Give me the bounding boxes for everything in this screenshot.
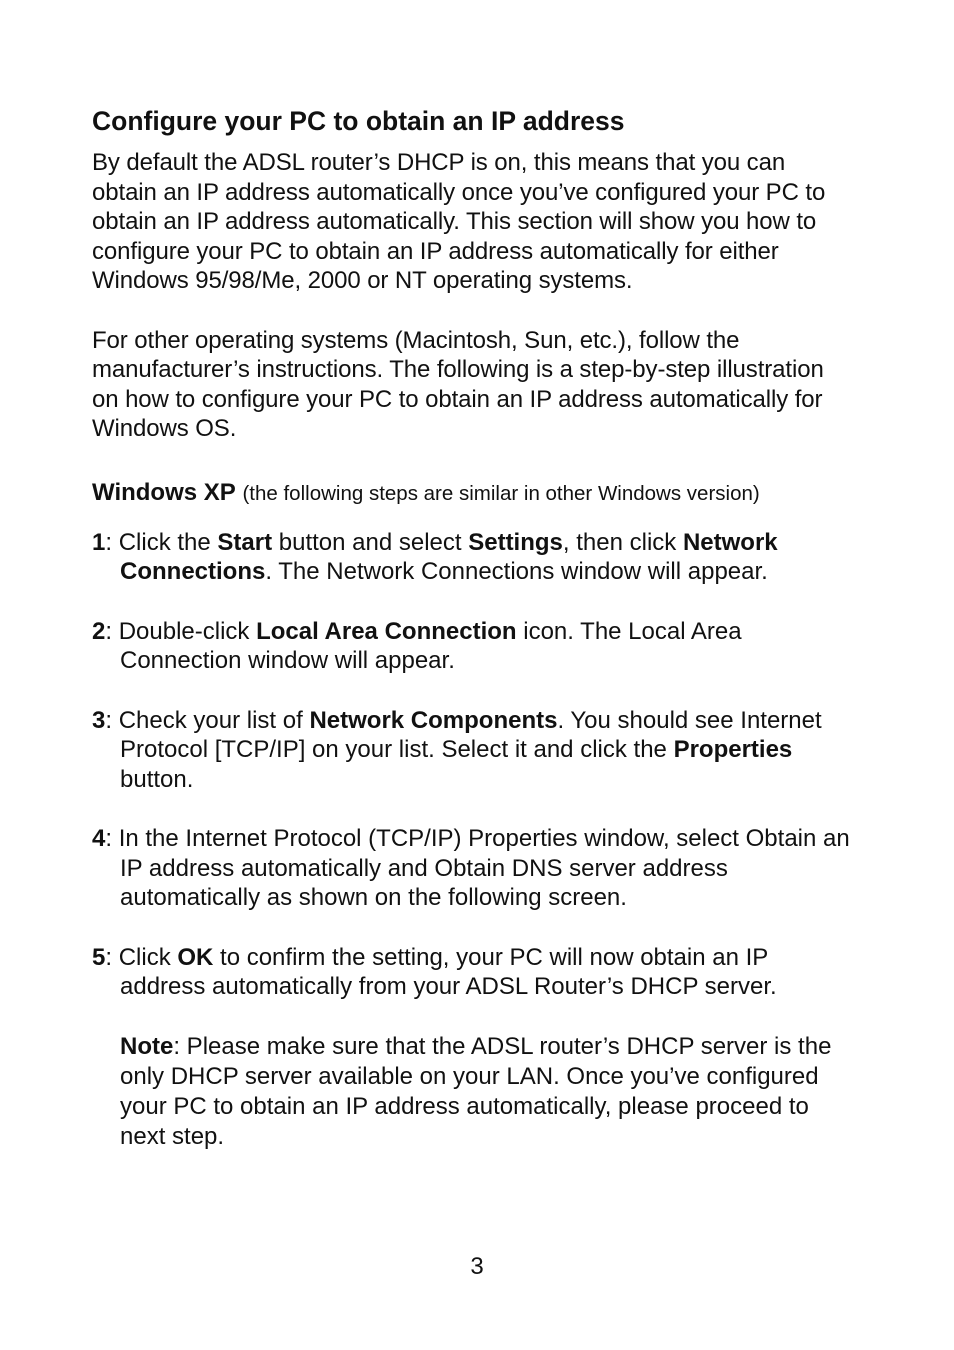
step-text: : In the Internet Protocol (TCP/IP) Properties window, select Obtain an IP address automatically and Obtain DNS server address automatically as shown on the following screen.: [105, 825, 850, 911]
step-text: . The Network Connections window will appear.: [265, 558, 768, 585]
os-section-heading: [92, 478, 852, 508]
step-text: to confirm the setting, your PC will now obtain an IP address automatically from your ADSL Router’s DHCP server.: [120, 943, 777, 1000]
step-emphasis: Start: [217, 528, 273, 556]
step-text: button and select: [272, 528, 469, 556]
step-text: icon. The Local Area Connection window will appear.: [120, 617, 742, 674]
step-text: , then click: [562, 528, 683, 556]
step-number: 5: [92, 943, 106, 971]
spacer: [92, 1002, 852, 1032]
note-label: Note: [120, 1032, 174, 1060]
step-item: [92, 824, 852, 913]
note-block: [92, 1032, 852, 1152]
step-emphasis: Properties: [673, 736, 793, 763]
step-text: : Click: [105, 943, 178, 971]
steps-list: [92, 528, 852, 1002]
os-section-note: (the following steps are similar in other Windows version): [242, 481, 760, 505]
page-title: Configure your PC to obtain an IP address: [92, 106, 625, 136]
step-text: . You should see Internet Protocol [TCP/IP] on your list. Select it and click the: [120, 706, 822, 763]
step-text: : Check your list of: [105, 706, 310, 734]
os-name: Windows XP: [92, 478, 236, 506]
step-number: 2: [92, 617, 106, 645]
spacer: [92, 587, 852, 617]
step-item: [92, 528, 852, 587]
step-emphasis: Network Components: [309, 706, 558, 734]
spacer: [92, 794, 852, 824]
step-emphasis: Network Connections: [120, 528, 778, 585]
step-item: [92, 617, 852, 676]
step-emphasis: Settings: [468, 528, 563, 556]
step-text: : Click the: [105, 528, 218, 556]
step-item: [92, 706, 852, 795]
intro-paragraph-2: For other operating systems (Macintosh, Sun, etc.), follow the manufacturer’s instructions. The following is a step-by-step illustration on how to configure your PC to obtain an IP address automatically for Windows OS.: [92, 326, 824, 442]
intro-paragraph-1: By default the ADSL router’s DHCP is on, this means that you can obtain an IP address automatically once you’ve configured your PC to obtain an IP address automatically. This section will show you how to configure your PC to obtain an IP address automatically for either Windows 95/98/Me, 2000 or NT operating systems.: [92, 149, 826, 294]
step-emphasis: Local Area Connection: [256, 617, 517, 645]
spacer: [92, 296, 852, 326]
document-page: [92, 104, 852, 1152]
step-text: : Double-click: [105, 617, 257, 645]
note-text: : Please make sure that the ADSL router’s DHCP server is the only DHCP server available on your LAN. Once you’ve configured your PC to obtain an IP address automatically, please proceed to next step.: [120, 1032, 832, 1150]
spacer: [92, 676, 852, 706]
spacer: [92, 913, 852, 943]
step-number: 1: [92, 528, 106, 556]
step-text: button.: [120, 765, 194, 793]
spacer: [92, 444, 852, 478]
page-number: 3: [470, 1253, 484, 1280]
step-number: 3: [92, 706, 106, 734]
step-emphasis: OK: [177, 943, 214, 971]
step-item: [92, 943, 852, 1002]
spacer: [92, 508, 852, 528]
step-number: 4: [92, 825, 106, 852]
